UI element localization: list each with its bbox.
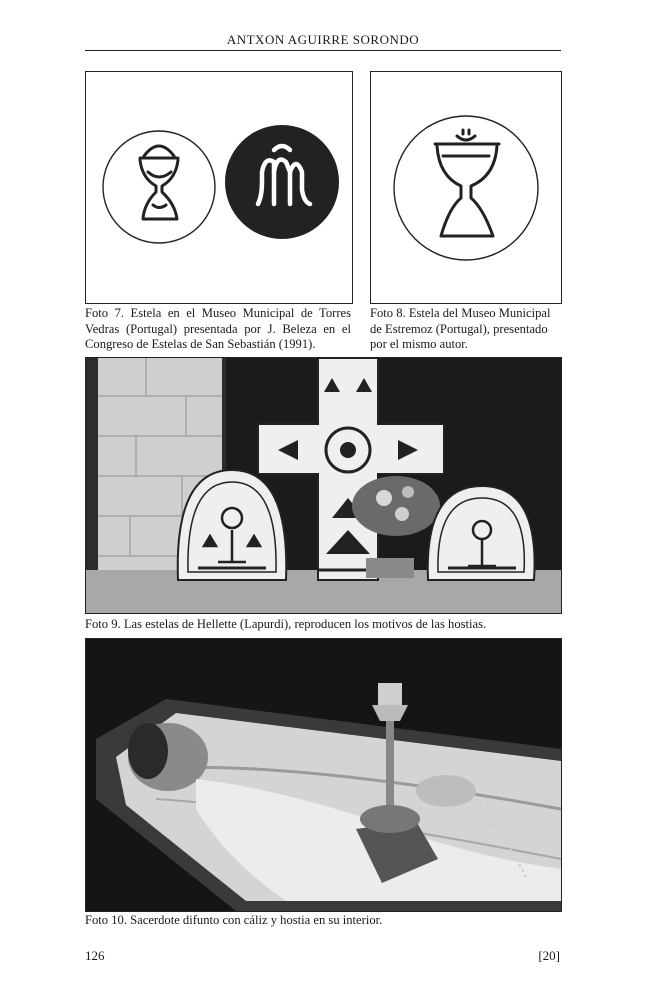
photo-8-frame — [370, 71, 562, 304]
page-number: 126 — [85, 948, 105, 963]
monogram-disc — [225, 125, 339, 239]
photo-7-caption: Foto 7. Estela en el Museo Municipal de Torres Vedras (Portugal) presentada por J. Beleza en el Congreso de Estelas de San Sebastián (1991). — [85, 306, 351, 351]
photo-9-caption: Foto 9. Las estelas de Hellette (Lapurdi), reproducen los motivos de las hostias. — [85, 617, 487, 631]
photo-8-drawing — [371, 72, 561, 303]
photo-7-frame — [85, 71, 353, 304]
header-rule — [85, 50, 561, 51]
chalice-icon — [435, 130, 499, 236]
photo-10-frame — [85, 638, 562, 912]
photo-9-frame — [85, 357, 562, 614]
bracket-page-number: [20] — [538, 948, 560, 963]
running-title: ANTXON AGUIRRE SORONDO — [226, 32, 420, 47]
photo-10-image — [86, 639, 561, 911]
photo-9-image — [86, 358, 561, 613]
stele-disc-outline — [394, 116, 538, 260]
chalice-disc-outline — [103, 131, 215, 243]
photo-10-caption: Foto 10. Sacerdote difunto con cáliz y hostia en su interior. — [85, 913, 383, 927]
chalice-with-host-icon — [140, 146, 178, 219]
photo-8-caption: Foto 8. Estela del Museo Municipal de Estremoz (Portugal), presentado por el mismo autor. — [370, 306, 551, 351]
photo-7-drawing — [86, 72, 352, 303]
